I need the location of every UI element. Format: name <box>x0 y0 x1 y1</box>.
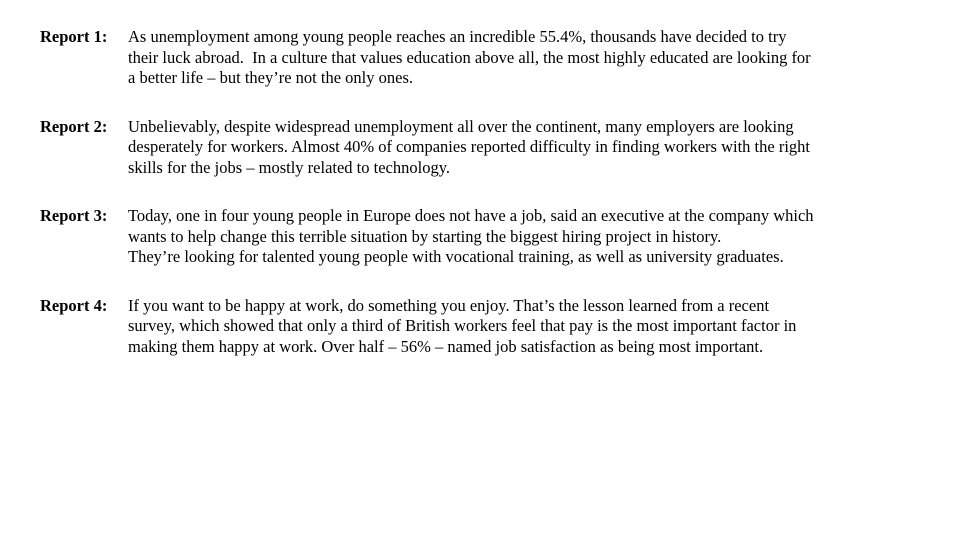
report-2-line-3: skills for the jobs – mostly related to technology. <box>128 157 451 177</box>
report-3-text <box>128 206 949 268</box>
report-1-line-2: their luck abroad. In a culture that values education above all, the most highly educated are looking for <box>128 47 811 67</box>
report-4-line-2: survey, which showed that only a third of British workers feel that pay is the most important factor in <box>128 316 797 335</box>
report-2-text <box>128 117 949 179</box>
report-1-block <box>40 27 949 89</box>
report-1-label: Report 1: <box>40 27 108 46</box>
report-4-label: Report 4: <box>40 295 108 315</box>
report-4-block <box>40 296 949 358</box>
report-2-line-2: desperately for workers. Almost 40% of companies reported difficulty in finding workers with the right <box>128 137 810 156</box>
report-2-block <box>40 117 949 179</box>
report-4-line-1: If you want to be happy at work, do something you enjoy. That’s the lesson learned from a recent <box>128 295 770 315</box>
report-1-line-3: a better life – but they’re not the only ones. <box>128 68 413 87</box>
report-4-line-3: making them happy at work. Over half – 56% – named job satisfaction as being most important. <box>128 336 764 356</box>
report-3-label: Report 3: <box>40 206 108 225</box>
report-3-line-3: They’re looking for talented young people with vocational training, as well as university graduates. <box>128 247 784 266</box>
report-3-line-2: wants to help change this terrible situation by starting the biggest hiring project in history. <box>128 226 722 246</box>
report-1-line-1: As unemployment among young people reaches an incredible 55.4%, thousands have decided to try <box>128 27 787 46</box>
report-3-block <box>40 206 949 268</box>
report-2-line-1: Unbelievably, despite widespread unemployment all over the continent, many employers are looking <box>128 116 794 136</box>
report-2-label: Report 2: <box>40 116 108 136</box>
report-4-text <box>128 296 949 358</box>
report-3-line-1: Today, one in four young people in Europe does not have a job, said an executive at the company which <box>128 206 814 225</box>
report-1-text <box>128 27 949 89</box>
